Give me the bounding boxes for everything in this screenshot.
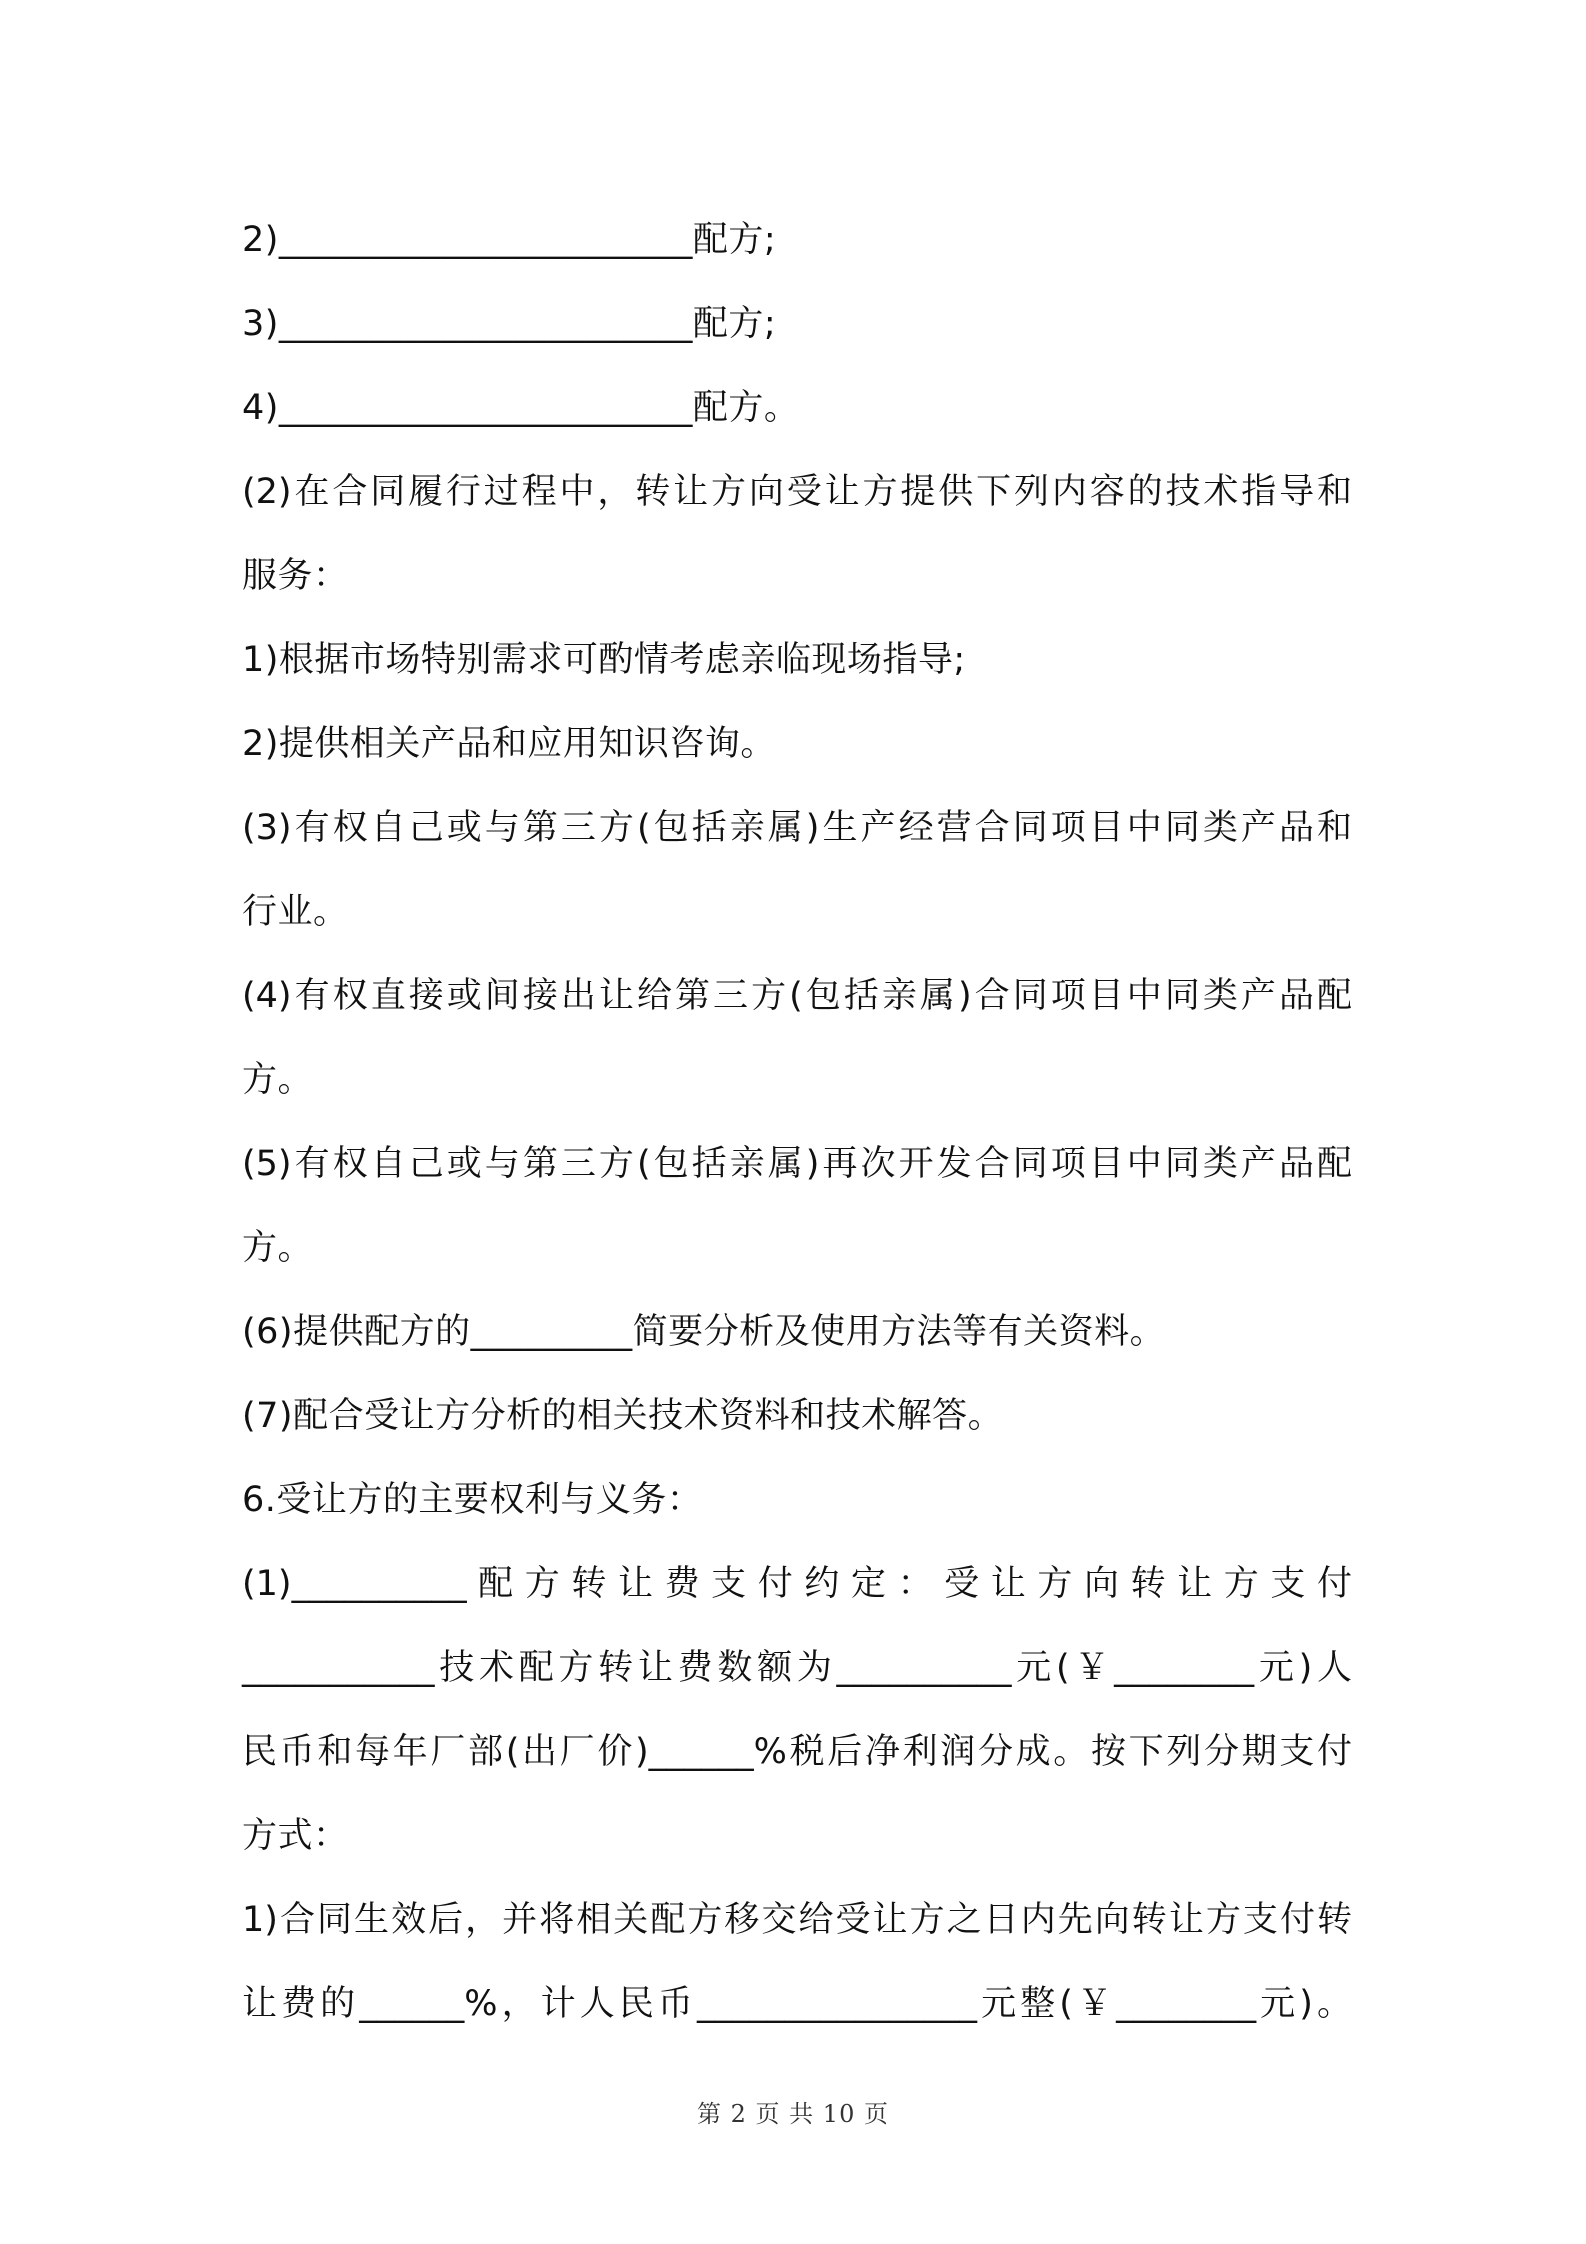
text-line: 服务： [242, 556, 349, 596]
text-line: 行业。 [242, 892, 349, 932]
text-line: (1)__________配方转让费支付约定：受让方向转让方支付 [242, 1564, 1352, 1604]
text-line: 1)合同生效后，并将相关配方移交给受让方之日内先向转让方支付转 [242, 1900, 1352, 1940]
text-line: (3)有权自己或与第三方(包括亲属)生产经营合同项目中同类产品和 [242, 808, 1352, 848]
text-line: 方。 [242, 1228, 314, 1268]
text-line: 1)根据市场特别需求可酌情考虑亲临现场指导; [242, 640, 966, 680]
page-number-footer: 第 2 页 共 10 页 [697, 2100, 889, 2128]
text-line: 2)提供相关产品和应用知识咨询。 [242, 724, 776, 764]
text-line: 4)_______________________配方。 [242, 388, 800, 428]
text-line: 民币和每年厂部(出厂价)______%税后净利润分成。按下列分期支付 [242, 1732, 1352, 1772]
text-line: 2)_______________________配方; [242, 220, 777, 260]
text-line: (2)在合同履行过程中，转让方向受让方提供下列内容的技术指导和 [242, 472, 1352, 512]
document-body [242, 198, 1352, 2046]
text-line: (6)提供配方的_________简要分析及使用方法等有关资料。 [242, 1312, 1166, 1352]
text-line: (7)配合受让方分析的相关技术资料和技术解答。 [242, 1396, 1004, 1436]
text-line: 6.受让方的主要权利与义务： [242, 1480, 703, 1520]
text-line: 让费的______%，计人民币________________元整(￥________元)。 [242, 1984, 1352, 2024]
text-line: 方式： [242, 1816, 349, 1856]
text-line: (4)有权直接或间接出让给第三方(包括亲属)合同项目中同类产品配 [242, 976, 1352, 1016]
text-line: ___________技术配方转让费数额为__________元(￥________元)人 [242, 1648, 1352, 1688]
text-line: (5)有权自己或与第三方(包括亲属)再次开发合同项目中同类产品配 [242, 1144, 1352, 1184]
text-line: 方。 [242, 1060, 314, 1100]
text-line: 3)_______________________配方; [242, 304, 777, 344]
